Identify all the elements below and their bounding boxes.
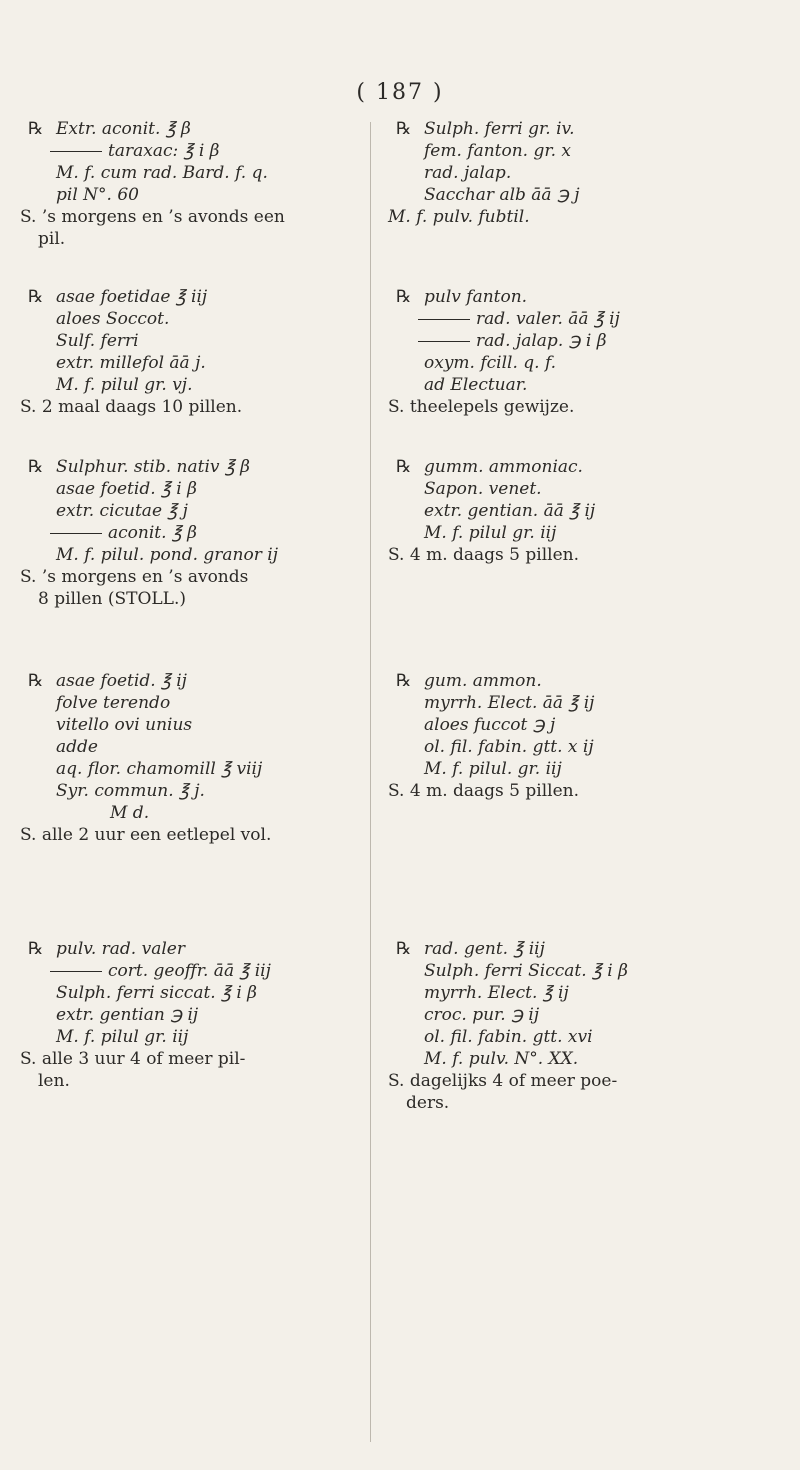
recipe-line <box>388 1026 748 1048</box>
ditto-dash <box>418 319 470 320</box>
line-text: ders. <box>406 1093 450 1113</box>
recipe <box>20 118 380 250</box>
line-text: S. 4 m. daags 5 pillen. <box>388 545 579 565</box>
recipe-line <box>20 670 380 692</box>
recipe-line <box>20 802 380 824</box>
line-text: gum. ammon. <box>424 671 542 691</box>
recipe <box>20 670 380 846</box>
recipe-line <box>388 714 748 736</box>
signa-line <box>388 1070 748 1092</box>
line-text: aq. flor. chamomill ℥ viij <box>56 759 263 779</box>
recipe-line <box>20 456 380 478</box>
ditto-dash <box>50 151 102 152</box>
line-text: taraxac: ℥ i β <box>108 141 220 161</box>
line-text: Sulph. ferri siccat. ℥ i β <box>56 983 257 1003</box>
ditto-dash <box>50 533 102 534</box>
recipe-line <box>20 1004 380 1026</box>
recipe <box>388 670 748 802</box>
recipe-symbol-icon: ℞ <box>396 119 412 139</box>
recipe-line <box>388 456 748 478</box>
recipe-line <box>388 982 748 1004</box>
recipe-line <box>20 960 380 982</box>
signa-line <box>20 824 380 846</box>
line-text: M. f. pulv. N°. XX. <box>424 1049 579 1069</box>
line-text: ad Electuar. <box>424 375 528 395</box>
recipe-line <box>20 938 380 960</box>
line-text: extr. cicutae ℥ j <box>56 501 188 521</box>
recipe-line <box>20 588 380 610</box>
line-text: extr. gentian ℈ ij <box>56 1005 199 1025</box>
line-text: M. f. pilul gr. iij <box>56 1027 189 1047</box>
recipe-line <box>20 544 380 566</box>
recipe-line <box>388 162 748 184</box>
signa-line <box>388 206 748 228</box>
signa-line <box>388 780 748 802</box>
line-text: S. theelepels gewijze. <box>388 397 575 417</box>
line-text: adde <box>56 737 98 757</box>
line-text: rad. jalap. ℈ i β <box>476 331 607 351</box>
recipe-symbol-icon: ℞ <box>28 119 44 139</box>
recipe-line <box>20 758 380 780</box>
recipe <box>388 456 748 566</box>
line-text: S. dagelijks 4 of meer poe- <box>388 1071 618 1091</box>
line-text: cort. geoffr. āā ℥ iij <box>108 961 271 981</box>
line-text: oxym. fcill. q. f. <box>424 353 557 373</box>
recipe-line <box>20 352 380 374</box>
ditto-dash <box>50 971 102 972</box>
recipe-line <box>388 478 748 500</box>
recipe-line <box>388 522 748 544</box>
line-text: asae foetid. ℥ i β <box>56 479 197 499</box>
line-text: aloes Soccot. <box>56 309 170 329</box>
line-text: len. <box>38 1071 70 1091</box>
line-text: M. f. pilul gr. vj. <box>56 375 193 395</box>
recipe-line <box>20 982 380 1004</box>
line-text: M. f. pilul. pond. granor ij <box>56 545 278 565</box>
recipe-line <box>20 330 380 352</box>
recipe-line <box>388 330 748 352</box>
line-text: ol. fil. fabin. gtt. x ij <box>424 737 594 757</box>
recipe-line <box>20 286 380 308</box>
recipe-line <box>388 758 748 780</box>
recipe-line <box>388 286 748 308</box>
line-text: M. f. pilul gr. iij <box>424 523 557 543</box>
line-text: pulv fanton. <box>424 287 528 307</box>
recipe-line <box>20 228 380 250</box>
line-text: S. 4 m. daags 5 pillen. <box>388 781 579 801</box>
recipe <box>20 938 380 1092</box>
line-text: aconit. ℥ β <box>108 523 197 543</box>
line-text: S. ’s morgens en ’s avonds een <box>20 207 285 227</box>
line-text: M d. <box>110 803 150 823</box>
signa-line <box>20 566 380 588</box>
recipe-line <box>20 162 380 184</box>
recipe-symbol-icon: ℞ <box>28 671 44 691</box>
line-text: S. 2 maal daags 10 pillen. <box>20 397 243 417</box>
line-text: M. f. cum rad. Bard. f. q. <box>56 163 268 183</box>
line-text: myrrh. Elect. āā ℥ ij <box>424 693 595 713</box>
recipe-line <box>388 1092 748 1114</box>
recipe-line <box>20 736 380 758</box>
line-text: Sapon. venet. <box>424 479 542 499</box>
recipe <box>20 286 380 418</box>
signa-line <box>20 396 380 418</box>
recipe-line <box>388 670 748 692</box>
recipe-line <box>388 184 748 206</box>
recipe-line <box>388 1048 748 1070</box>
recipe-line <box>20 184 380 206</box>
recipe-line <box>388 374 748 396</box>
signa-line <box>20 1048 380 1070</box>
line-text: ol. fil. fabin. gtt. xvi <box>424 1027 593 1047</box>
recipe-line <box>20 308 380 330</box>
line-text: M. f. pulv. fubtil. <box>388 207 530 227</box>
signa-line <box>388 396 748 418</box>
recipe-line <box>20 692 380 714</box>
recipe-symbol-icon: ℞ <box>396 457 412 477</box>
line-text: rad. jalap. <box>424 163 512 183</box>
recipe <box>388 286 748 418</box>
line-text: Sulph. ferri gr. iv. <box>424 119 575 139</box>
signa-line <box>20 206 380 228</box>
recipe-line <box>388 938 748 960</box>
line-text: asae foetid. ℥ ij <box>56 671 187 691</box>
recipe-line <box>388 692 748 714</box>
recipe-line <box>20 1026 380 1048</box>
recipe-line <box>388 1004 748 1026</box>
recipe-line <box>388 140 748 162</box>
line-text: rad. gent. ℥ iij <box>424 939 545 959</box>
line-text: 8 pillen (STOLL.) <box>38 589 186 609</box>
signa-line <box>388 544 748 566</box>
recipe-symbol-icon: ℞ <box>28 287 44 307</box>
line-text: gumm. ammoniac. <box>424 457 583 477</box>
line-text: S. alle 3 uur 4 of meer pil- <box>20 1049 246 1069</box>
line-text: vitello ovi unius <box>56 715 193 735</box>
line-text: myrrh. Elect. ℥ ij <box>424 983 569 1003</box>
recipe-line <box>20 714 380 736</box>
line-text: Sacchar alb āā ℈ j <box>424 185 580 205</box>
recipe-line <box>20 500 380 522</box>
page-number: ( 187 ) <box>356 80 444 105</box>
recipe-line <box>20 118 380 140</box>
recipe <box>388 118 748 228</box>
recipe-symbol-icon: ℞ <box>396 287 412 307</box>
line-text: fem. fanton. gr. x <box>424 141 572 161</box>
recipe-line <box>20 1070 380 1092</box>
recipe-line <box>20 478 380 500</box>
recipe-line <box>20 140 380 162</box>
line-text: rad. valer. āā ℥ ij <box>476 309 620 329</box>
line-text: aloes fuccot ℈ j <box>424 715 556 735</box>
line-text: Sulf. ferri <box>56 331 139 351</box>
recipe-symbol-icon: ℞ <box>396 939 412 959</box>
line-text: extr. millefol āā j. <box>56 353 206 373</box>
recipe-symbol-icon: ℞ <box>28 939 44 959</box>
recipe-line <box>388 118 748 140</box>
ditto-dash <box>418 341 470 342</box>
line-text: pulv. rad. valer <box>56 939 185 959</box>
recipe-line <box>388 500 748 522</box>
recipe-line <box>388 352 748 374</box>
line-text: Sulphur. stib. nativ ℥ β <box>56 457 250 477</box>
line-text: Syr. commun. ℥ j. <box>56 781 205 801</box>
line-text: pil N°. 60 <box>56 185 139 205</box>
line-text: Extr. aconit. ℥ β <box>56 119 191 139</box>
line-text: Sulph. ferri Siccat. ℥ i β <box>424 961 628 981</box>
line-text: croc. pur. ℈ ij <box>424 1005 540 1025</box>
line-text: S. alle 2 uur een eetlepel vol. <box>20 825 272 845</box>
line-text: M. f. pilul. gr. iij <box>424 759 562 779</box>
recipe-line <box>20 522 380 544</box>
recipe-line <box>388 736 748 758</box>
line-text: S. ’s morgens en ’s avonds <box>20 567 249 587</box>
recipe-line <box>20 780 380 802</box>
line-text: extr. gentian. āā ℥ ij <box>424 501 596 521</box>
recipe-line <box>388 308 748 330</box>
line-text: folve terendo <box>56 693 171 713</box>
recipe-line <box>388 960 748 982</box>
recipe-symbol-icon: ℞ <box>396 671 412 691</box>
recipe-symbol-icon: ℞ <box>28 457 44 477</box>
recipe-line <box>20 374 380 396</box>
line-text: asae foetidae ℥ iij <box>56 287 208 307</box>
line-text: pil. <box>38 229 66 249</box>
recipe <box>388 938 748 1114</box>
recipe <box>20 456 380 610</box>
